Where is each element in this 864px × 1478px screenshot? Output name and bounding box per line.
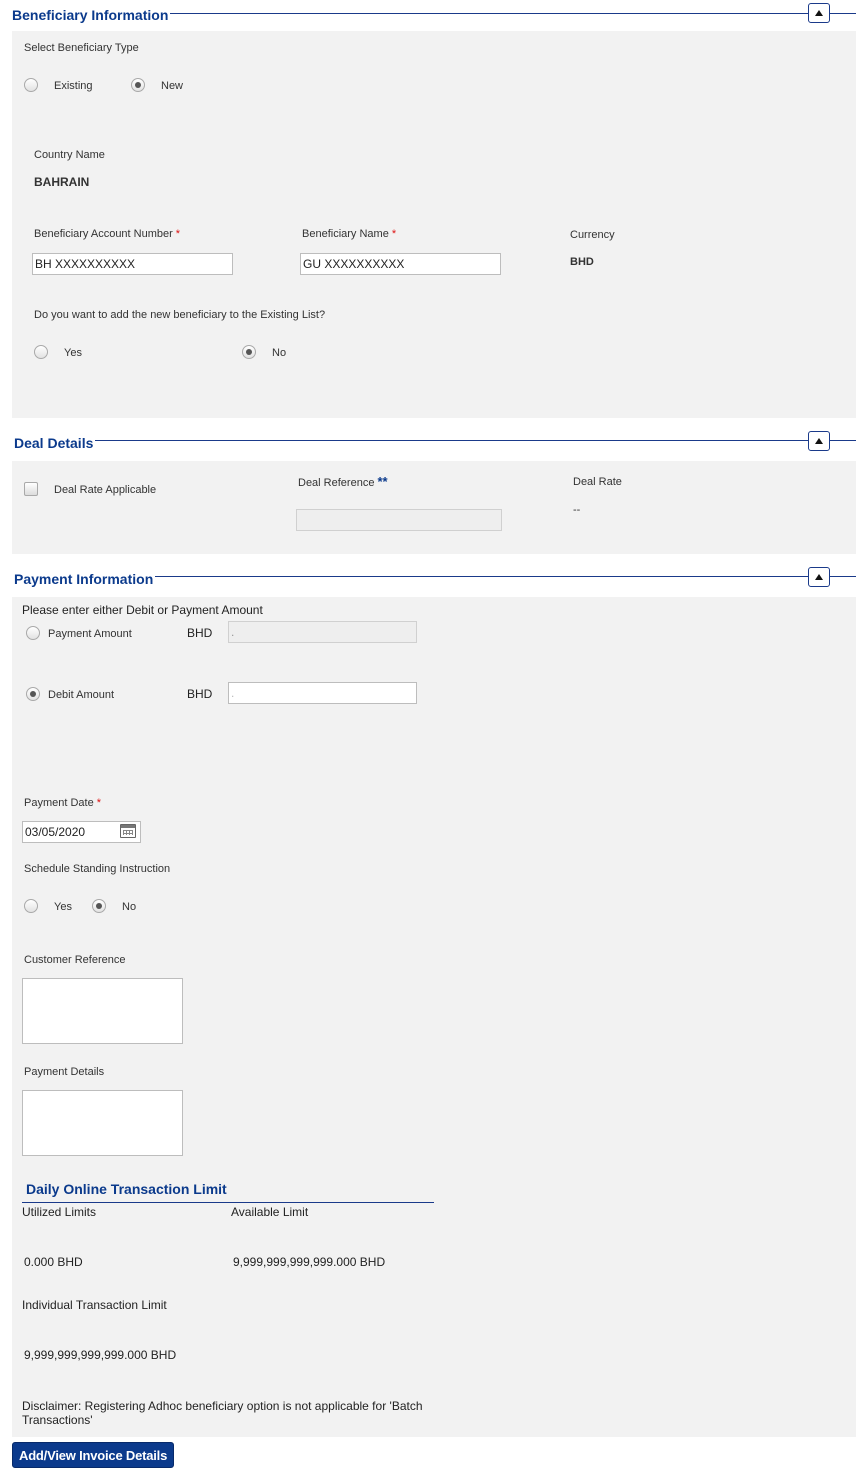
account-number-label: [34, 227, 180, 241]
section-title-beneficiary: Beneficiary Information: [12, 7, 169, 23]
deal-reference-label: [298, 475, 388, 490]
section-divider: [154, 576, 808, 577]
country-name-label: Country Name: [34, 149, 105, 161]
collapse-up-icon: [815, 438, 823, 444]
calendar-icon[interactable]: [120, 824, 136, 838]
available-limit-label: Available Limit: [231, 1205, 309, 1219]
calendar-icon-header: [121, 825, 135, 828]
radio-debit-amount-label: Debit Amount: [48, 689, 115, 701]
deal-rate-applicable-checkbox[interactable]: [24, 482, 38, 496]
payment-date-label: [24, 796, 101, 810]
deal-reference-label-text: Deal Reference: [298, 477, 375, 489]
debit-amount-input[interactable]: .: [228, 682, 417, 704]
radio-debit-amount[interactable]: [26, 687, 40, 701]
limits-divider: [22, 1202, 434, 1203]
payment-details-textarea[interactable]: [22, 1090, 183, 1156]
radio-add-yes-label: Yes: [64, 347, 82, 359]
deal-rate-applicable-label: Deal Rate Applicable: [54, 484, 157, 496]
radio-existing[interactable]: [24, 78, 38, 92]
section-title-payment: Payment Information: [14, 571, 154, 587]
amount-instruction: Please enter either Debit or Payment Amount: [22, 603, 263, 617]
customer-reference-label: Customer Reference: [24, 954, 126, 966]
radio-standing-yes[interactable]: [24, 899, 38, 913]
radio-standing-no[interactable]: [92, 899, 106, 913]
add-to-list-question: Do you want to add the new beneficiary to the Existing List?: [34, 309, 326, 321]
radio-new[interactable]: [131, 78, 145, 92]
beneficiary-name-label: [302, 227, 396, 241]
limits-title: Daily Online Transaction Limit: [26, 1181, 227, 1197]
individual-limit-value: 9,999,999,999,999.000 BHD: [24, 1348, 177, 1362]
country-name-value: BAHRAIN: [34, 175, 90, 189]
collapse-beneficiary-button[interactable]: [808, 3, 830, 23]
radio-add-yes[interactable]: [34, 345, 48, 359]
required-mark: *: [391, 228, 397, 240]
calendar-icon-grid: [123, 830, 133, 835]
required-mark: *: [175, 228, 181, 240]
deal-rate-label: Deal Rate: [573, 476, 622, 488]
deal-panel: [12, 461, 856, 554]
payment-date-value: 03/05/2020: [25, 825, 86, 839]
radio-payment-amount[interactable]: [26, 626, 40, 640]
radio-standing-no-label: No: [122, 901, 137, 913]
available-limit-value: 9,999,999,999,999.000 BHD: [233, 1255, 386, 1269]
currency-value: BHD: [570, 256, 594, 268]
beneficiary-type-label: Select Beneficiary Type: [24, 42, 139, 54]
disclaimer-text: Disclaimer: Registering Adhoc beneficiary option is not applicable for 'Batch Transactions': [22, 1399, 423, 1427]
account-number-label-text: Beneficiary Account Number: [34, 228, 173, 240]
collapse-up-icon: [815, 10, 823, 16]
beneficiary-name-label-text: Beneficiary Name: [302, 228, 389, 240]
radio-payment-amount-label: Payment Amount: [48, 628, 132, 640]
required-mark: *: [96, 797, 101, 809]
payment-amount-currency: BHD: [187, 626, 213, 640]
individual-limit-label: Individual Transaction Limit: [22, 1298, 167, 1312]
collapse-up-icon: [815, 574, 823, 580]
deal-rate-value: --: [573, 504, 581, 516]
payment-details-label: Payment Details: [24, 1066, 105, 1078]
collapse-payment-button[interactable]: [808, 567, 830, 587]
section-divider: [830, 13, 856, 14]
add-view-invoice-button[interactable]: Add/View Invoice Details: [12, 1442, 174, 1468]
radio-existing-label: Existing: [54, 80, 93, 92]
utilized-limits-label: Utilized Limits: [22, 1205, 97, 1219]
beneficiary-name-input[interactable]: GU XXXXXXXXXX: [300, 253, 501, 275]
section-divider: [168, 13, 808, 14]
debit-amount-currency: BHD: [187, 687, 213, 701]
standing-instruction-label: Schedule Standing Instruction: [24, 863, 171, 875]
deal-reference-input[interactable]: [296, 509, 502, 531]
section-divider: [830, 440, 856, 441]
customer-reference-textarea[interactable]: [22, 978, 183, 1044]
section-divider: [830, 576, 856, 577]
section-divider: [94, 440, 808, 441]
section-title-deal: Deal Details: [14, 435, 94, 451]
radio-standing-yes-label: Yes: [54, 901, 72, 913]
radio-new-label: New: [161, 80, 184, 92]
payment-date-label-text: Payment Date: [24, 797, 94, 809]
payment-amount-input[interactable]: .: [228, 621, 417, 643]
currency-label: Currency: [570, 229, 615, 241]
radio-add-no-label: No: [272, 347, 287, 359]
account-number-input[interactable]: BH XXXXXXXXXX: [32, 253, 233, 275]
double-required-mark: **: [377, 474, 388, 489]
radio-add-no[interactable]: [242, 345, 256, 359]
collapse-deal-button[interactable]: [808, 431, 830, 451]
utilized-limits-value: 0.000 BHD: [24, 1255, 83, 1269]
